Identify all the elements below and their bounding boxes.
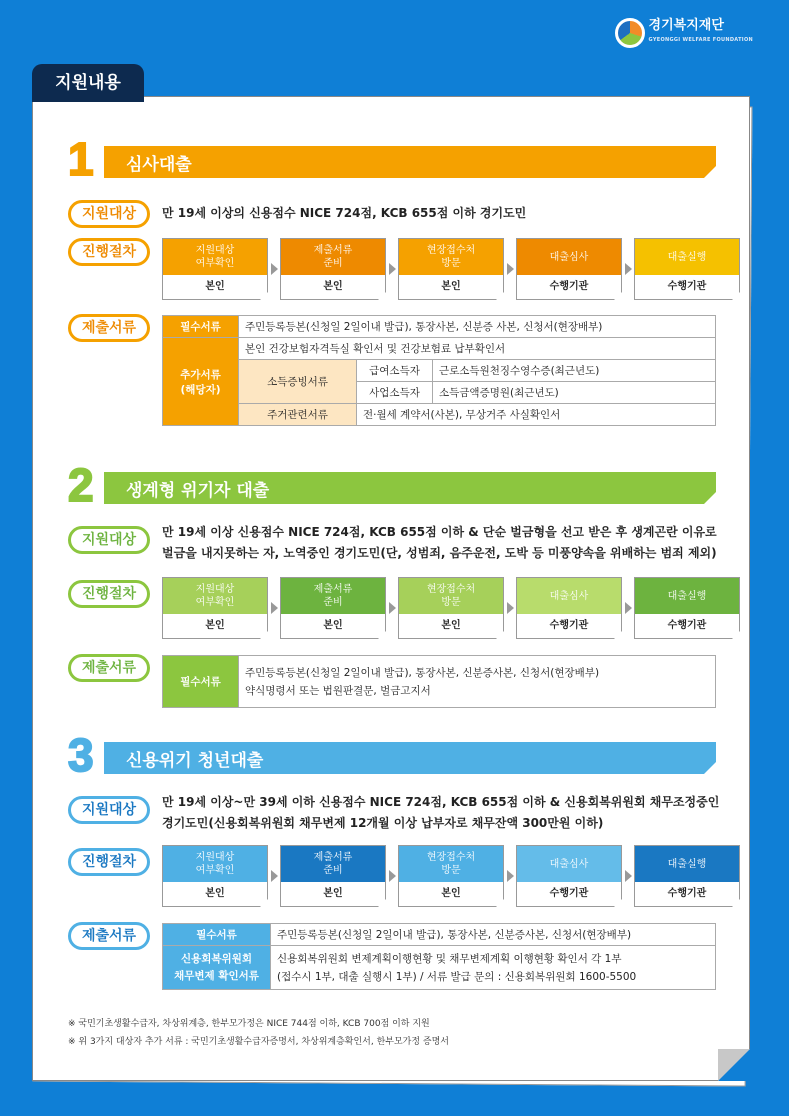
process-steps: [162, 577, 740, 639]
step-1: 지원대상 여부확인 본인: [162, 577, 268, 639]
docs-label: 제출서류: [68, 922, 150, 950]
step-3: 현장접수처 방문 본인: [398, 577, 504, 639]
step-1: 지원대상 여부확인 본인: [162, 238, 268, 300]
housing-docs-label: 주거관련서류: [239, 404, 357, 426]
process-steps: [162, 238, 740, 300]
section-3-header: [68, 729, 716, 781]
step-4: 대출심사 수행기관: [516, 577, 622, 639]
docs-table: [162, 315, 716, 426]
process-label: 진행절차: [68, 848, 150, 876]
health-docs-text: 본인 건강보험자격득실 확인서 및 건강보험료 납부확인서: [239, 338, 716, 360]
step-5: 대출실행 수행기관: [634, 238, 740, 300]
required-docs-text: 주민등록등본(신청일 2일이내 발급), 통장사본, 신분증 사본, 신청서(현장배부): [239, 316, 716, 338]
docs-label: 제출서류: [68, 654, 150, 682]
foundation-logo: [615, 18, 753, 48]
step-4: 대출심사 수행기관: [516, 238, 622, 300]
step-1: 지원대상 여부확인 본인: [162, 845, 268, 907]
docs-table: [162, 655, 716, 708]
section-title: 심사대출: [126, 155, 192, 175]
required-docs-label: 필수서류: [163, 924, 271, 946]
arrow-icon: [268, 845, 280, 907]
step-2: 제출서류 준비 본인: [280, 577, 386, 639]
target-label: 지원대상: [68, 796, 150, 824]
arrow-icon: [622, 577, 634, 639]
page-fold: [718, 1049, 750, 1081]
arrow-icon: [268, 238, 280, 300]
section-number: 2: [68, 459, 94, 511]
target-text: 만 19세 이상의 신용점수 NICE 724점, KCB 655점 이하 경기도민: [162, 206, 527, 220]
docs-table: [162, 923, 716, 990]
arrow-icon: [504, 577, 516, 639]
arrow-icon: [386, 238, 398, 300]
section-1-header: [68, 133, 716, 185]
business-label: 사업소득자: [357, 382, 433, 404]
ccrs-docs-text: 신용회복위원회 변제계획이행현황 및 채무변제계획 이행현황 확인서 각 1부: [277, 952, 622, 965]
process-label: 진행절차: [68, 238, 150, 266]
logo-subtitle: GYEONGGI WELFARE FOUNDATION: [648, 37, 753, 43]
arrow-icon: [386, 577, 398, 639]
ccrs-docs-text-2: (접수시 1부, 대출 실행시 1부) / 서류 발급 문의 : 신용회복위원회 1600-5500: [277, 970, 637, 983]
footnote: ※ 위 3가지 대상자 추가 서류 : 국민기초생활수급자증명서, 차상위계층확인서, 한부모가정 증명서: [68, 1037, 450, 1047]
step-5: 대출실행 수행기관: [634, 577, 740, 639]
target-label: 지원대상: [68, 526, 150, 554]
arrow-icon: [622, 238, 634, 300]
required-docs-text: 주민등록등본(신청일 2일이내 발급), 통장사본, 신분증사본, 신청서(현장배부): [245, 666, 600, 679]
required-docs-text-2: 약식명령서 또는 법원판결문, 벌금고지서: [245, 684, 431, 697]
salary-label: 급여소득자: [357, 360, 433, 382]
target-label: 지원대상: [68, 200, 150, 228]
arrow-icon: [386, 845, 398, 907]
ccrs-docs-label: 신용회복위원회 채무변제 확인서류: [163, 946, 271, 990]
business-text: 소득금액증명원(최근년도): [433, 382, 716, 404]
arrow-icon: [504, 238, 516, 300]
docs-label: 제출서류: [68, 314, 150, 342]
footnotes: [68, 1015, 449, 1051]
housing-docs-text: 전·월세 계약서(사본), 무상거주 사실확인서: [357, 404, 716, 426]
section-number: 1: [68, 133, 94, 185]
target-text: 만 19세 이상 신용점수 NICE 724점, KCB 655점 이하 & 단순 벌금형을 선고 받은 후 생계곤란 이유로 벌금을 내지못하는 자, 노역중인 경기도민(단, 성범죄, 음주운전, 도박 등 미풍양속을 위배하는 범죄 제외): [162, 525, 717, 560]
target-text: 만 19세 이상~만 39세 이하 신용점수 NICE 724점, KCB 655점 이하 & 신용회복위원회 채무조정중인 경기도민(신용회복위원회 채무변제 12개월 이상 납부자로 채무잔액 300만원 이하): [162, 795, 720, 830]
step-5: 대출실행 수행기관: [634, 845, 740, 907]
section-title: 신용위기 청년대출: [126, 751, 264, 771]
required-docs-text: 주민등록등본(신청일 2일이내 발급), 통장사본, 신분증사본, 신청서(현장배부): [271, 924, 716, 946]
page-tab: 지원내용: [32, 64, 144, 102]
salary-text: 근로소득원천징수영수증(최근년도): [433, 360, 716, 382]
section-2-header: [68, 459, 716, 511]
logo-name: 경기복지재단: [648, 18, 724, 33]
step-2: 제출서류 준비 본인: [280, 845, 386, 907]
required-docs-label: 필수서류: [163, 316, 239, 338]
step-3: 현장접수처 방문 본인: [398, 845, 504, 907]
logo-icon: [615, 18, 645, 48]
arrow-icon: [504, 845, 516, 907]
process-steps: [162, 845, 740, 907]
footnote: ※ 국민기초생활수급자, 차상위계층, 한부모가정은 NICE 744점 이하, KCB 700점 이하 지원: [68, 1019, 430, 1029]
step-3: 현장접수처 방문 본인: [398, 238, 504, 300]
required-docs-label: 필수서류: [163, 656, 239, 708]
section-title: 생계형 위기자 대출: [126, 481, 270, 501]
additional-docs-label: 추가서류 (해당자): [163, 338, 239, 426]
section-number: 3: [68, 729, 94, 781]
arrow-icon: [622, 845, 634, 907]
process-label: 진행절차: [68, 580, 150, 608]
income-docs-label: 소득증빙서류: [239, 360, 357, 404]
arrow-icon: [268, 577, 280, 639]
step-2: 제출서류 준비 본인: [280, 238, 386, 300]
step-4: 대출심사 수행기관: [516, 845, 622, 907]
